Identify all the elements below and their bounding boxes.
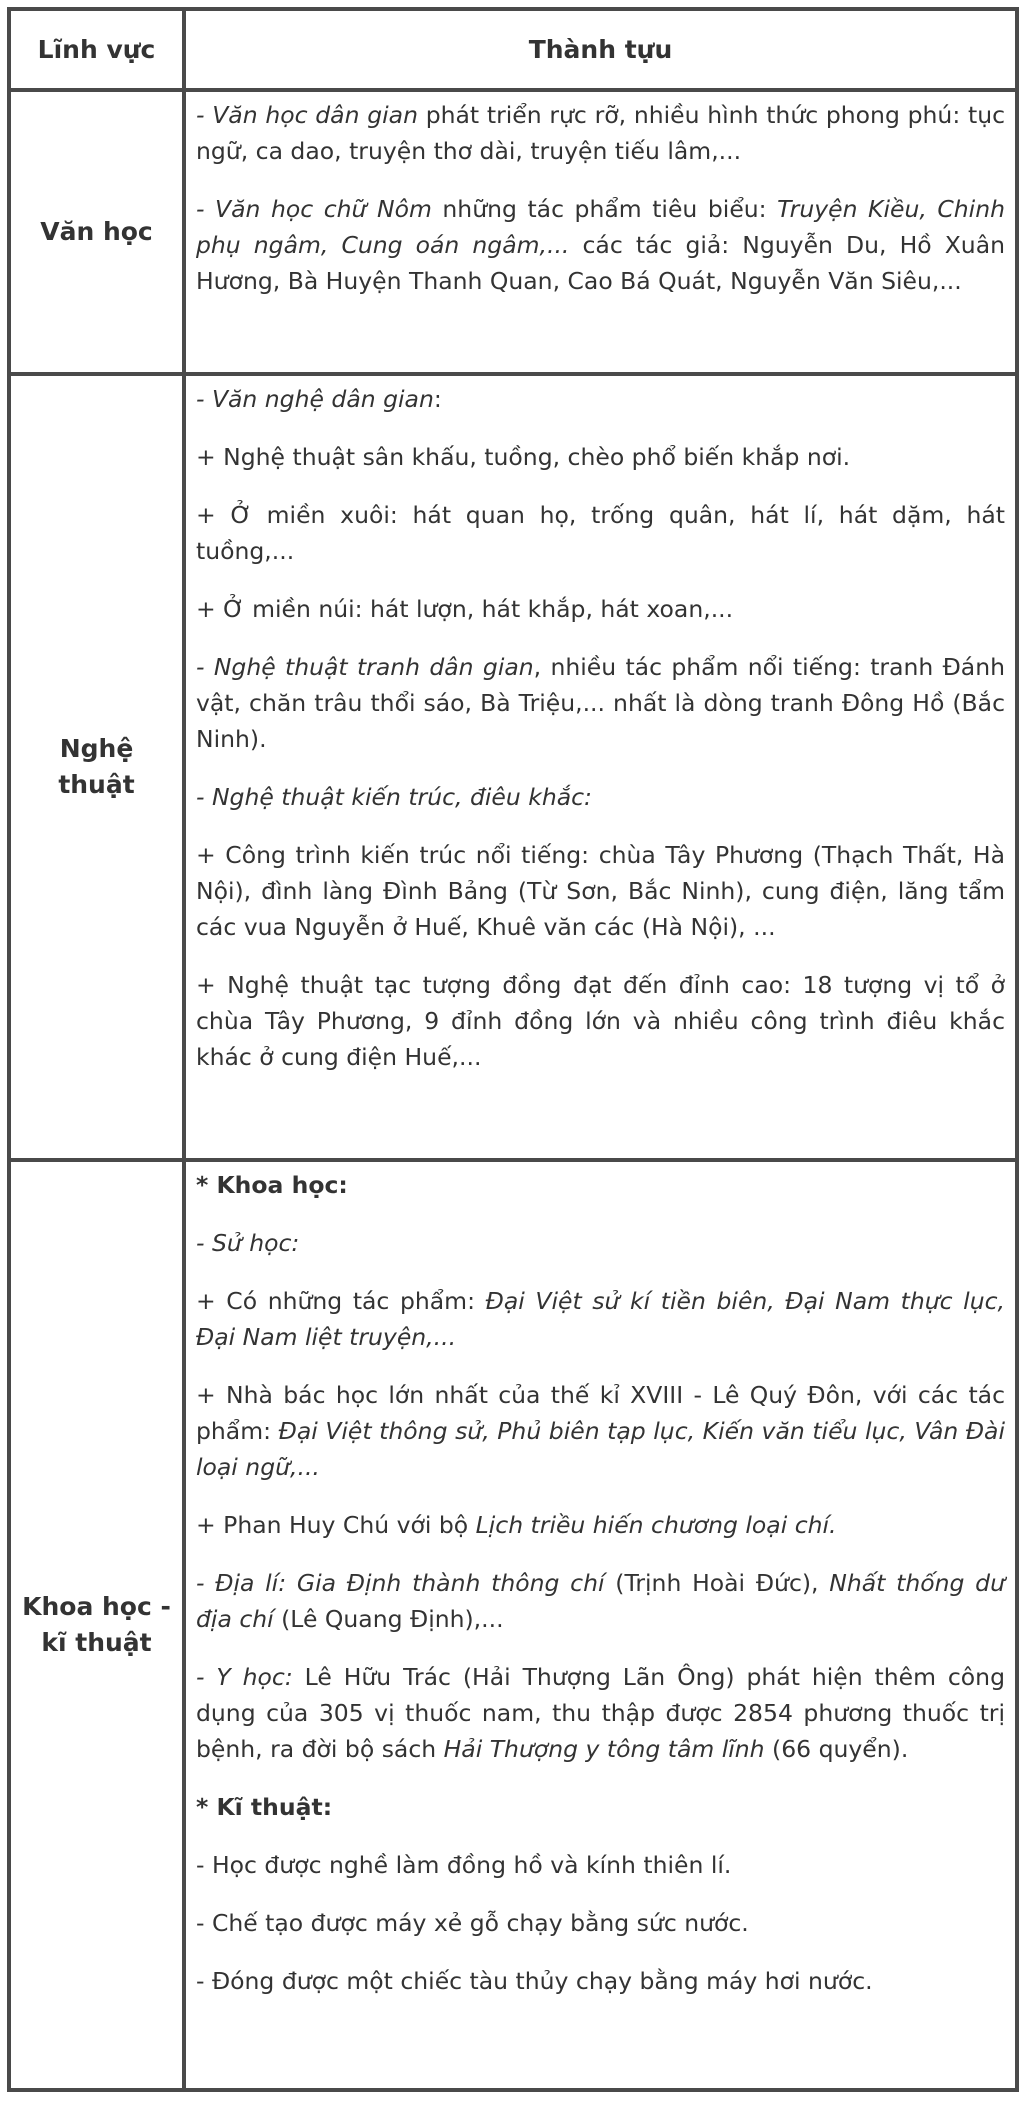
paragraph: + Nghệ thuật sân khấu, tuồng, chèo phổ biến khắp nơi. [196,443,851,471]
paragraph [196,1283,1005,1355]
achievements-science [184,1160,1017,2090]
paragraph [196,1225,1005,1261]
text: (Trịnh Hoài Đức), [604,1569,830,1597]
paragraph [196,191,1005,299]
header-row [9,9,1017,90]
paragraph: - Học được nghề làm đồng hồ và kính thiên lí. [196,1851,732,1879]
paragraph [196,1659,1005,1767]
header-achievements: Thành tựu [184,9,1017,90]
emphasis: - Văn học chữ Nôm [196,195,432,223]
table-row-art [9,374,1017,1160]
paragraph: + Công trình kiến trúc nổi tiếng: chùa Tây Phương (Thạch Thất, Hà Nội), đình làng Đình Bảng (Từ Sơn, Bắc Ninh), cung điện, lăng tẩm các vua Nguyễn ở Huế, Khuê văn các (Hà Nội), ... [196,841,1005,941]
field-label: Nghệ thuật [58,734,135,799]
achievements-table [7,7,1019,2092]
emphasis: - Văn nghệ dân gian [196,385,434,413]
emphasis: - Địa lí: Gia Định thành thông chí [196,1569,605,1597]
paragraph: - Đóng được một chiếc tàu thủy chạy bằng máy hơi nước. [196,1967,873,1995]
text: các tác giả: Nguyễn Du, Hồ Xuân Hương, Bà Huyện Thanh Quan, Cao Bá Quát, Nguyễn Văn Siêu,... [196,231,1005,295]
text: , nhiều tác phẩm nổi tiếng: tranh Đánh vật, chăn trâu thổi sáo, Bà Triệu,... nhất là dòng tranh Đông Hồ (Bắc Ninh). [196,653,1005,753]
emphasis: Lịch triều hiến chương loại chí. [475,1511,837,1539]
paragraph [196,1565,1005,1637]
table-row-literature [9,90,1017,374]
paragraph [196,1377,1005,1485]
paragraph [196,381,1005,417]
table-row-science [9,1160,1017,2090]
achievements-art [184,374,1017,1160]
text: : [433,385,442,413]
paragraph [196,779,1005,815]
text: + Có những tác phẩm: [196,1287,486,1315]
section-heading: * Kĩ thuật: [196,1793,333,1821]
emphasis: Hải Thượng y tông tâm lĩnh [443,1735,765,1763]
field-literature [9,90,184,374]
paragraph: + Nghệ thuật tạc tượng đồng đạt đến đỉnh cao: 18 tượng vị tổ ở chùa Tây Phương, 9 đỉnh đồng lớn và nhiều công trình điêu khắc khác ở cung điện Huế,... [196,971,1005,1071]
field-science [9,1160,184,2090]
paragraph: + Ở miền xuôi: hát quan họ, trống quân, hát lí, hát dặm, hát tuồng,... [196,501,1005,565]
paragraph: + Ở miền núi: hát lượn, hát khắp, hát xoan,... [196,595,734,623]
text: + Phan Huy Chú với bộ [196,1511,476,1539]
paragraph [196,1789,1005,1825]
header-field: Lĩnh vực [9,9,184,90]
section-heading: * Khoa học: [196,1171,348,1199]
text: (66 quyển). [764,1735,909,1763]
emphasis: - Văn học dân gian [196,101,418,129]
text: (Lê Quang Định),... [273,1605,504,1633]
field-label: Khoa học - kĩ thuật [22,1592,171,1657]
emphasis: - Nghệ thuật kiến trúc, điêu khắc: [196,783,592,811]
emphasis: Nhất thống dư địa chí [196,1569,1005,1633]
text: + Nhà bác học lớn nhất của thế kỉ XVIII - Lê Quý Đôn, với các tác phẩm: [196,1381,1005,1445]
emphasis: - Sử học: [196,1229,300,1257]
paragraph [196,97,1005,169]
achievements-literature [184,90,1017,374]
field-label: Văn học [40,217,153,246]
emphasis: Đại Việt thông sử, Phủ biên tạp lục, Kiến văn tiểu lục, Vân Đài loại ngữ,... [196,1417,1005,1481]
text: phát triển rực rỡ, nhiều hình thức phong phú: tục ngữ, ca dao, truyện thơ dài, truyện tiếu lâm,... [196,101,1006,165]
paragraph: - Chế tạo được máy xẻ gỗ chạy bằng sức nước. [196,1909,749,1937]
emphasis: Đại Việt sử kí tiền biên, Đại Nam thực lục, Đại Nam liệt truyện,... [196,1287,1005,1351]
emphasis: Truyện Kiều, Chinh phụ ngâm, Cung oán ngâm,... [196,195,1006,259]
text: những tác phẩm tiêu biểu: [431,195,778,223]
paragraph [196,1167,1005,1203]
emphasis: - Nghệ thuật tranh dân gian [196,653,534,681]
field-art [9,374,184,1160]
paragraph [196,649,1005,757]
paragraph [196,1507,1005,1543]
text: Lê Hữu Trác (Hải Thượng Lãn Ông) phát hiện thêm công dụng của 305 vị thuốc nam, thu thập được 2854 phương thuốc trị bệnh, ra đời bộ sách [196,1663,1005,1763]
emphasis: - Y học: [196,1663,293,1691]
